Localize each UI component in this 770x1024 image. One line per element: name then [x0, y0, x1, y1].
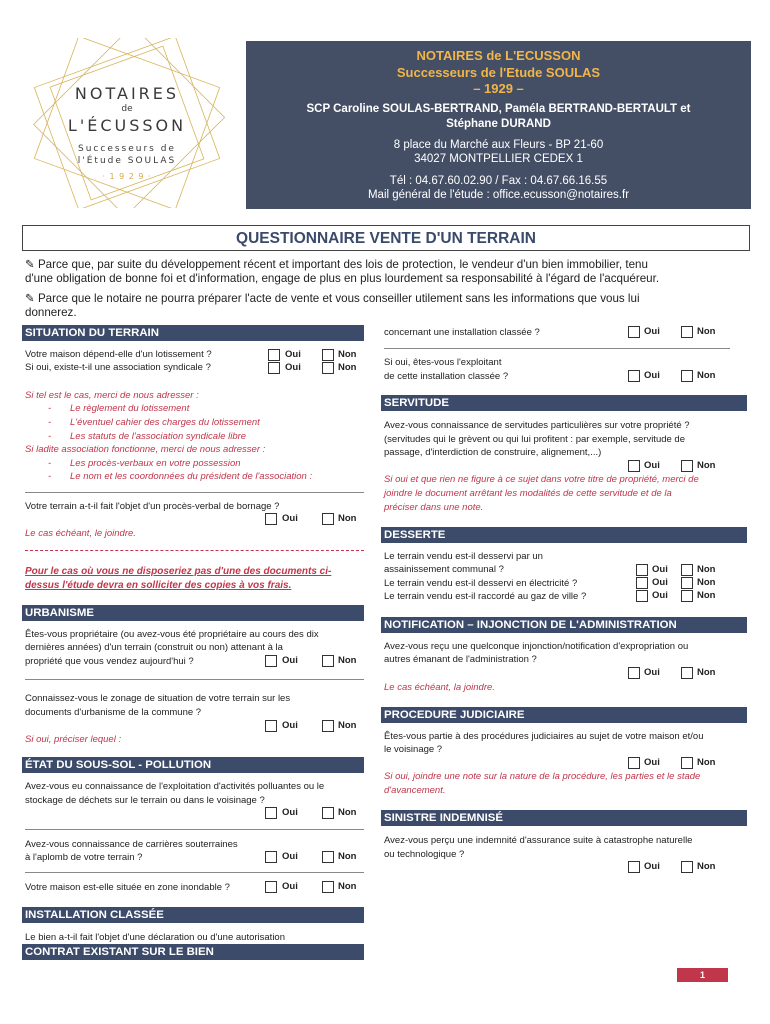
servitude-note-2: joindre le document arrêtant les modalités de cette servitude et de la	[384, 488, 672, 499]
arrow-icon: ✎	[25, 292, 35, 305]
urbanisme-q2a: Connaissez-vous le zonage de situation de votre terrain sur les	[25, 693, 291, 704]
bullet-dash: -	[48, 471, 52, 482]
answer-line[interactable]	[25, 872, 364, 873]
installation-q2-non-checkbox[interactable]	[681, 370, 693, 382]
situation-note-1: Si tel est le cas, merci de nous adresser :	[25, 390, 199, 401]
intro-paragraph-2	[25, 292, 749, 320]
oui-label: Oui	[644, 370, 660, 381]
non-label: Non	[697, 590, 716, 601]
oui-label: Oui	[652, 590, 668, 601]
non-label: Non	[338, 720, 357, 731]
logo-line-2: de	[121, 104, 133, 114]
non-label: Non	[338, 362, 357, 373]
soussol-q3-non-checkbox[interactable]	[322, 881, 334, 893]
office-header	[246, 41, 751, 209]
intro-1a: Parce que, par suite du développement récent et important des lois de protection, le vendeur d'un bien immobilier, tenu	[37, 258, 648, 271]
logo-line-5: l'Étude SOULAS	[77, 156, 177, 166]
situation-q2-non-checkbox[interactable]	[322, 362, 334, 374]
arrow-icon: ✎	[25, 258, 35, 271]
situation-doc-5: Le nom et les coordonnées du président de l'association :	[70, 471, 313, 482]
soussol-q3-oui-checkbox[interactable]	[265, 881, 277, 893]
non-label: Non	[697, 577, 716, 588]
procedure-q1b: le voisinage ?	[384, 744, 443, 755]
oui-label: Oui	[652, 577, 668, 588]
desserte-q3: Le terrain vendu est-il raccordé au gaz de ville ?	[384, 591, 587, 602]
oui-label: Oui	[282, 851, 298, 862]
situation-q1-oui-checkbox[interactable]	[268, 349, 280, 361]
logo-line-3: L'ÉCUSSON	[67, 116, 187, 135]
office-year: – 1929 –	[473, 81, 524, 96]
non-label: Non	[697, 326, 716, 337]
urbanisme-q2b: documents d'urbanisme de la commune ?	[25, 707, 202, 718]
intro-1b: d'une obligation de bonne foi et d'information, engage de plus en plus lourdement sa responsabilité à l'égard de l'acquéreur.	[25, 272, 660, 285]
section-sous-sol: ÉTAT DU SOUS-SOL - POLLUTION	[22, 757, 364, 773]
sinistre-non-checkbox[interactable]	[681, 861, 693, 873]
phone-fax: Tél : 04.67.60.02.90 / Fax : 04.67.66.16.55	[389, 175, 608, 187]
oui-label: Oui	[644, 326, 660, 337]
servitude-q1c: passage, d'interdiction de construire, alignement,...)	[384, 447, 602, 458]
bornage-non-checkbox[interactable]	[322, 513, 334, 525]
non-label: Non	[697, 370, 716, 381]
urbanisme-q2-non-checkbox[interactable]	[322, 720, 334, 732]
notification-oui-checkbox[interactable]	[628, 667, 640, 679]
procedure-non-checkbox[interactable]	[681, 757, 693, 769]
section-sinistre: SINISTRE INDEMNISÉ	[381, 810, 747, 826]
bullet-dash: -	[48, 417, 52, 428]
servitude-oui-checkbox[interactable]	[628, 460, 640, 472]
situation-doc-1: Le règlement du lotissement	[70, 403, 190, 414]
logo-line-1: NOTAIRES	[74, 84, 180, 103]
intro-2a: Parce que le notaire ne pourra préparer l'acte de vente et vous conseiller utilement sans les informations que vous lui	[37, 292, 640, 305]
scp-line-1: SCP Caroline SOULAS-BERTRAND, Paméla BERTRAND-BERTAULT et	[306, 103, 691, 115]
situation-q2: Si oui, existe-t-il une association syndicale ?	[25, 362, 211, 373]
desserte-q1-oui-checkbox[interactable]	[636, 564, 648, 576]
non-label: Non	[697, 667, 716, 678]
servitude-q1b: (servitudes qui le grèvent ou qui lui profitent : par exemple, servitude de	[384, 434, 685, 445]
address-line-1: 8 place du Marché aux Fleurs - BP 21-60	[393, 139, 604, 151]
soussol-q2-non-checkbox[interactable]	[322, 851, 334, 863]
oui-label: Oui	[282, 513, 298, 524]
servitude-non-checkbox[interactable]	[681, 460, 693, 472]
desserte-q1a: Le terrain vendu est-il desservi par un	[384, 551, 543, 562]
urbanisme-q1b: dernières années) d'un terrain (construit ou non) attenant à la	[25, 642, 283, 653]
bullet-dash: -	[48, 403, 52, 414]
situation-q2-oui-checkbox[interactable]	[268, 362, 280, 374]
oui-label: Oui	[282, 807, 298, 818]
etude-logo	[22, 38, 232, 208]
oui-label: Oui	[282, 720, 298, 731]
servitude-q1a: Avez-vous connaissance de servitudes particulières sur votre propriété ?	[384, 420, 690, 431]
oui-label: Oui	[285, 362, 301, 373]
installation-q2a: Si oui, êtes-vous l'exploitant	[384, 357, 502, 368]
procedure-note-2: d'avancement.	[384, 785, 446, 796]
answer-line[interactable]	[25, 829, 364, 830]
non-label: Non	[697, 564, 716, 575]
email-line: Mail général de l'étude : office.ecusson@notaires.fr	[367, 189, 630, 201]
address-line-2: 34027 MONTPELLIER CEDEX 1	[414, 153, 583, 165]
urbanisme-q1-non-checkbox[interactable]	[322, 655, 334, 667]
oui-label: Oui	[285, 349, 301, 360]
non-label: Non	[338, 349, 357, 360]
installation-q2b: de cette installation classée ?	[384, 371, 509, 382]
notification-non-checkbox[interactable]	[681, 667, 693, 679]
urbanisme-q2-oui-checkbox[interactable]	[265, 720, 277, 732]
servitude-note-1: Si oui et que rien ne figure à ce sujet dans votre titre de propriété, merci de	[384, 474, 699, 485]
urbanisme-q1c: propriété que vous vendez aujourd'hui ?	[25, 656, 194, 667]
installation-q1: Le bien a-t-il fait l'objet d'une déclaration ou d'une autorisation	[25, 932, 286, 943]
procedure-q1a: Êtes-vous partie à des procédures judiciaires au sujet de votre maison et/ou	[384, 731, 704, 742]
section-contrat: CONTRAT EXISTANT SUR LE BIEN	[22, 944, 364, 960]
desserte-q2: Le terrain vendu est-il desservi en électricité ?	[384, 578, 578, 589]
sinistre-q1a: Avez-vous perçu une indemnité d'assurance suite à catastrophe naturelle	[384, 835, 693, 846]
notification-q1a: Avez-vous reçu une quelconque injonction/notification d'expropriation ou	[384, 641, 689, 652]
situation-doc-3: Les statuts de l'association syndicale libre	[70, 431, 247, 442]
answer-line[interactable]	[384, 348, 730, 349]
intro-2b: donnerez.	[25, 306, 77, 319]
desserte-q1-non-checkbox[interactable]	[681, 564, 693, 576]
situation-q1: Votre maison dépend-elle d'un lotissement ?	[25, 349, 212, 360]
answer-line[interactable]	[25, 492, 364, 493]
non-label: Non	[338, 655, 357, 666]
answer-line[interactable]	[25, 679, 364, 680]
page-number: 1	[677, 968, 728, 982]
soussol-q2b: à l'aplomb de votre terrain ?	[25, 852, 143, 863]
intro-paragraph-1	[25, 258, 749, 286]
bullet-dash: -	[48, 431, 52, 442]
answer-line[interactable]	[25, 550, 364, 551]
situation-doc-4: Les procès-verbaux en votre possession	[70, 458, 241, 469]
sinistre-oui-checkbox[interactable]	[628, 861, 640, 873]
procedure-note-1: Si oui, joindre une note sur la nature de la procédure, les parties et le stade	[384, 771, 701, 782]
desserte-q2-non-checkbox[interactable]	[681, 577, 693, 589]
urbanisme-q1-oui-checkbox[interactable]	[265, 655, 277, 667]
oui-label: Oui	[282, 655, 298, 666]
installation-q1-cont: concernant une installation classée ?	[384, 327, 540, 338]
non-label: Non	[697, 861, 716, 872]
situation-q1-non-checkbox[interactable]	[322, 349, 334, 361]
section-situation: SITUATION DU TERRAIN	[22, 325, 364, 341]
installation-q1-oui-checkbox[interactable]	[628, 326, 640, 338]
section-installation: INSTALLATION CLASSÉE	[22, 907, 364, 923]
soussol-q1a: Avez-vous eu connaissance de l'exploitation d'activités polluantes ou le	[25, 781, 325, 792]
office-successors: Successeurs de l'Etude SOULAS	[396, 65, 601, 80]
logo-line-4: Successeurs de	[78, 144, 176, 154]
oui-label: Oui	[652, 564, 668, 575]
non-label: Non	[697, 757, 716, 768]
bornage-question: Votre terrain a-t-il fait l'objet d'un procès-verbal de bornage ?	[25, 501, 280, 512]
office-name: NOTAIRES de L'ECUSSON	[416, 48, 581, 63]
desserte-q3-oui-checkbox[interactable]	[636, 590, 648, 602]
soussol-q2-oui-checkbox[interactable]	[265, 851, 277, 863]
bornage-note: Le cas échéant, le joindre.	[25, 528, 136, 539]
soussol-q1-oui-checkbox[interactable]	[265, 807, 277, 819]
scp-line-2: Stéphane DURAND	[446, 118, 551, 130]
logo-year: · 1 9 2 9 ·	[102, 172, 152, 181]
oui-label: Oui	[644, 757, 660, 768]
urbanisme-q1a: Êtes-vous propriétaire (ou avez-vous été propriétaire au cours des dix	[25, 629, 319, 640]
non-label: Non	[338, 881, 357, 892]
desserte-q2-oui-checkbox[interactable]	[636, 577, 648, 589]
notification-note: Le cas échéant, la joindre.	[384, 682, 495, 693]
urbanisme-note: Si oui, préciser lequel :	[25, 734, 122, 745]
oui-label: Oui	[644, 460, 660, 471]
sinistre-q1b: ou technologique ?	[384, 849, 465, 860]
section-desserte: DESSERTE	[381, 527, 747, 543]
warning-line-2: dessus l'étude devra en solliciter des copies à vos frais.	[25, 580, 292, 591]
servitude-note-3: préciser dans une note.	[384, 502, 484, 513]
soussol-q2a: Avez-vous connaissance de carrières souterraines	[25, 839, 238, 850]
bornage-oui-checkbox[interactable]	[265, 513, 277, 525]
oui-label: Oui	[282, 881, 298, 892]
desserte-q1b: assainissement communal ?	[384, 564, 504, 575]
bullet-dash: -	[48, 458, 52, 469]
procedure-oui-checkbox[interactable]	[628, 757, 640, 769]
notification-q1b: autres émanant de l'administration ?	[384, 654, 537, 665]
installation-q1-non-checkbox[interactable]	[681, 326, 693, 338]
desserte-q3-non-checkbox[interactable]	[681, 590, 693, 602]
non-label: Non	[697, 460, 716, 471]
oui-label: Oui	[644, 861, 660, 872]
situation-note-2: Si ladite association fonctionne, merci de nous adresser :	[25, 444, 266, 455]
situation-doc-2: L'éventuel cahier des charges du lotissement	[70, 417, 260, 428]
warning-line-1: Pour le cas où vous ne disposeriez pas d'une des documents ci-	[25, 566, 332, 577]
non-label: Non	[338, 851, 357, 862]
installation-q2-oui-checkbox[interactable]	[628, 370, 640, 382]
oui-label: Oui	[644, 667, 660, 678]
section-urbanisme: URBANISME	[22, 605, 364, 621]
page-title: QUESTIONNAIRE VENTE D'UN TERRAIN	[22, 225, 750, 251]
soussol-q1b: stockage de déchets sur le terrain ou dans le voisinage ?	[25, 795, 265, 806]
section-notification: NOTIFICATION – INJONCTION DE L'ADMINISTRATION	[381, 617, 747, 633]
non-label: Non	[338, 807, 357, 818]
section-servitude: SERVITUDE	[381, 395, 747, 411]
soussol-q1-non-checkbox[interactable]	[322, 807, 334, 819]
section-procedure: PROCEDURE JUDICIAIRE	[381, 707, 747, 723]
non-label: Non	[338, 513, 357, 524]
soussol-q3: Votre maison est-elle située en zone inondable ?	[25, 882, 230, 893]
